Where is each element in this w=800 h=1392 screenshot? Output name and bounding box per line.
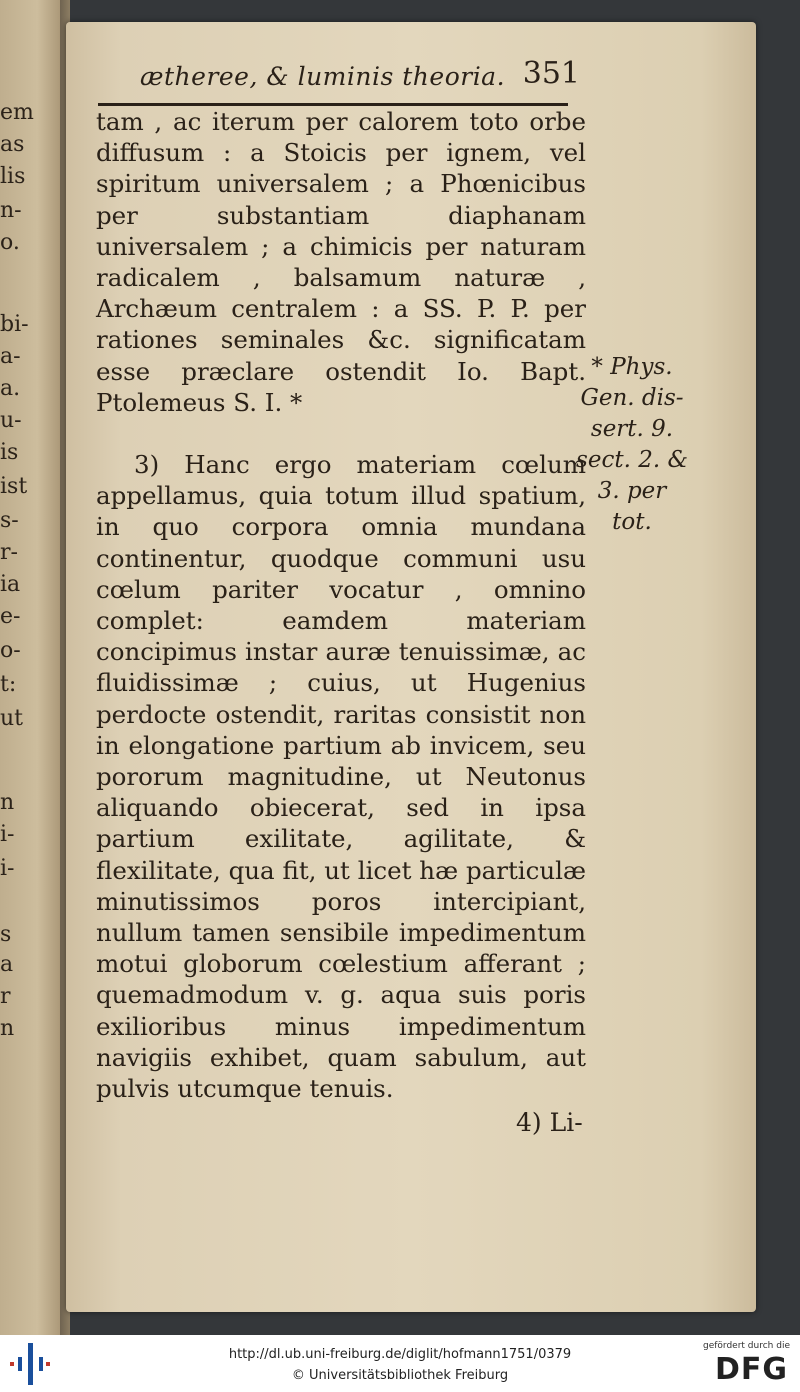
margin-note (572, 352, 692, 538)
copyright-text: © Universitätsbibliothek Freiburg (291, 1368, 509, 1383)
prev-fragment: r (0, 984, 11, 1009)
prev-fragment: o. (0, 230, 20, 255)
prev-fragment: s (0, 922, 12, 947)
margin-note-line: * Phys. (591, 354, 673, 380)
body-text (96, 106, 586, 1104)
prev-fragment: ia (0, 572, 21, 597)
prev-fragment: n- (0, 198, 22, 223)
paragraph-2: 3) Hanc ergo materiam cœlum appellamus, quia totum illud spatium, in quo corpora omnia mundana continentur, quodque communi usu cœlum pariter vocatur , omnino complet: eamdem materiam concipimus instar auræ tenuissimæ, ac fluidissimæ ; cuius, ut Hugenius perdocte ostendit, raritas consistit non in elongatione partium ab invicem, seu pororum magnitudine, ut Neutonus aliquando obiecerat, sed in ipsa partium exilitate, agilitate, & flexilitate, qua fit, ut licet hæ particulæ minutissimos poros intercipiant, nullum tamen sensibile impedimentum motui globorum cœlestium afferant ; quemadmodum v. g. aqua suis poris exilioribus minus impedimentum navigiis exhibet, quam sabulum, aut pulvis utcumque tenuis. (96, 450, 586, 1104)
margin-note-line: sect. 2. & (576, 447, 688, 473)
running-title: ætheree, & luminis theoria. (140, 62, 506, 91)
page-header (140, 56, 580, 96)
prev-fragment: e- (0, 604, 21, 629)
prev-fragment: t: (0, 672, 17, 697)
margin-note-line: sert. 9. (590, 416, 674, 442)
prev-fragment: i- (0, 822, 15, 847)
prev-fragment: em (0, 100, 34, 125)
prev-fragment: ut (0, 706, 24, 731)
catchword: 4) Li- (516, 1108, 583, 1137)
previous-page-edge (0, 0, 62, 1335)
prev-fragment: a- (0, 344, 21, 369)
margin-note-line: 3. per (597, 478, 667, 504)
prev-fragment: i- (0, 856, 15, 881)
document-url-link[interactable]: http://dl.ub.uni-freiburg.de/diglit/hofmann1751/0379 (228, 1347, 572, 1362)
prev-fragment: is (0, 440, 19, 465)
prev-fragment: r- (0, 540, 18, 565)
page-number: 351 (522, 56, 580, 91)
paragraph-1: tam , ac iterum per calorem toto orbe diffusum : a Stoicis per ignem, vel spiritum universalem ; a Phœnicibus per substantiam diaphanam universalem ; a chimicis per naturam radicalem , balsamum naturæ , Archæum centralem : a SS. P. P. per rationes seminales &c. significatam esse præclare ostendit Io. Bapt. Ptolemeus S. I. * (96, 107, 586, 417)
prev-fragment: n (0, 790, 15, 815)
sponsor-label: gefördert durch die (703, 1341, 790, 1351)
prev-fragment: u- (0, 408, 22, 433)
prev-fragment: s- (0, 508, 19, 533)
viewer-footer (0, 1335, 800, 1392)
prev-fragment: ist (0, 474, 28, 499)
prev-fragment: lis (0, 164, 26, 189)
prev-fragment: a. (0, 376, 21, 401)
margin-note-line: tot. (612, 509, 652, 535)
dfg-logo[interactable]: DFG (714, 1352, 788, 1387)
prev-fragment: bi- (0, 312, 29, 337)
prev-fragment: o- (0, 638, 21, 663)
margin-note-line: Gen. dis- (580, 385, 684, 411)
prev-fragment: a (0, 952, 14, 977)
prev-fragment: as (0, 132, 25, 157)
prev-fragment: n (0, 1016, 15, 1041)
